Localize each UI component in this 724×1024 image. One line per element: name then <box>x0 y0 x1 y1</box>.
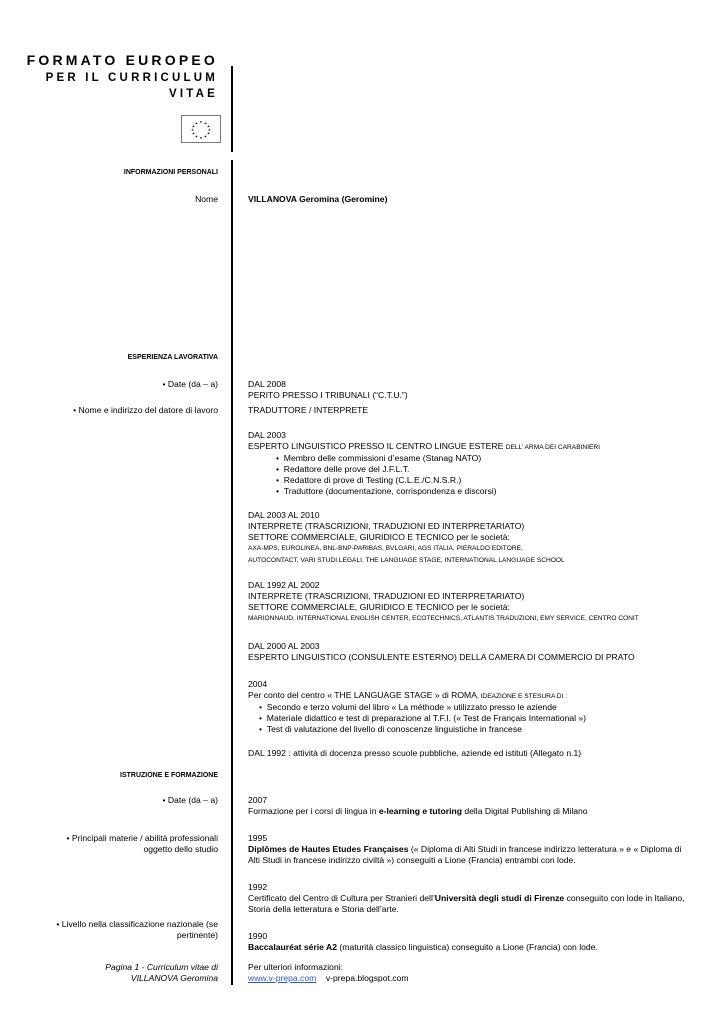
section-work-experience: ESPERIENZA LAVORATIVA <box>127 354 218 361</box>
experience-entry-6: 2004 Per conto del centro « THE LANGUAGE STAGE » di ROMA, IDEAZIONE E STESURA DI : • Secondo e terzo volumi del libro « La méthode » utilizzato presso le aziende • Materiale didattico e test di preparazione al T.F.I. (« Test de Français International ») • Test di valutazione del livello di conoscenze linguistiche in francese <box>248 679 586 735</box>
experience-entry-2: DAL 2003 ESPERTO LINGUISTICO PRESSO IL CENTRO LINGUE ESTERE DELL’ ARMA DEI CARABINIERI • Membro delle commissioni d’esame (Stanag NATO) • Redattore delle prove del J.F.L.T. • Redattore di prove di Testing (C.L.E./C.N.S.R.) • Traduttore (documentazione, corrispondenza e discorsi) <box>248 430 600 497</box>
svg-text:★: ★ <box>194 121 199 126</box>
svg-text:★: ★ <box>207 128 212 132</box>
experience-entry-4: DAL 1992 AL 2002 INTERPRETE (TRASCRIZIONI, TRADUZIONI ED INTERPRETARIATO) SETTORE COMMERCIALE, GIURIDICO E TECNICO per le società: MARIONNAUD, INTERNATIONAL ENGLISH CENTER, ECOTECHNICS, ATLANTIS TRADUZIONI, EMY SERVICE, CENTRO CONIT <box>248 580 639 622</box>
education-entry-1: 2007 Formazione per i corsi di lingua in e-learning e tutoring della Digital Publishing di Milano <box>248 795 588 816</box>
experience-entry-5: DAL 2000 AL 2003 ESPERTO LINGUISTICO (CONSULENTE ESTERNO) DELLA CAMERA DI COMMERCIO DI PRATO <box>248 641 635 662</box>
experience-entry-3: DAL 2003 AL 2010 INTERPRETE (TRASCRIZIONI, TRADUZIONI ED INTERPRETARIATO) SETTORE COMMERCIALE, GIURIDICO E TECNICO per le società: AXA-MPS, EUROLINEA, BNL-BNP-PARIBAS, BVLGARI, AGS ITALIA, PIERALDO EDITORE, AUTOCONTACT, VARI STUDI LEGALI, THE LANGUAGE STAGE, INTERNATIONAL LANGUAGE SCHOOL <box>248 510 565 564</box>
education-entry-2: 1995 Diplômes de Hautes Etudes Françaises (« Diploma di Alti Studi in francese indirizzo letteratura » e « Diploma di Alti Studi in francese indirizzo civiltà ») conseguiti a Lione (Francia) entrambi con lode. <box>248 833 682 865</box>
name-value: VILLANOVA Geromina (Geromine) <box>248 194 388 204</box>
list-item: • Secondo e terzo volumi del libro « La méthode » utilizzato presso le aziende <box>259 702 586 713</box>
employer-label: • Nome e indirizzo del datore di lavoro <box>73 405 218 415</box>
vertical-rule-top <box>231 66 233 152</box>
blog-address: v-prepa.blogspot.com <box>325 973 409 983</box>
section-personal-info: INFORMAZIONI PERSONALI <box>123 169 218 176</box>
svg-text:★: ★ <box>206 124 211 129</box>
svg-text:★: ★ <box>206 131 211 136</box>
list-item: • Materiale didattico e test di preparazione al T.F.I. (« Test de Français International ») <box>259 713 586 724</box>
page-footer-label: Pagina 1 - Curriculum vitae di VILLANOVA Geromina <box>105 962 218 983</box>
svg-text:★: ★ <box>194 134 199 139</box>
experience-entry-7: DAL 1992 : attività di docenza presso scuole pubbliche, aziende ed istituti (Allegato n.1) <box>248 748 582 758</box>
title-line-3: VITAE <box>168 88 218 100</box>
education-entry-3: 1992 Certificato del Centro di Cultura per Stranieri dell’Università degli studi di Firenze conseguito con lode in Italiano, Storia della letteratura e Storia dell’arte. <box>248 882 685 914</box>
website-link[interactable]: www.v-prepa.com <box>248 973 317 983</box>
footer-info: Per ulteriori informazioni: www.v-prepa.com v-prepa.blogspot.com <box>248 962 409 983</box>
list-item: • Membro delle commissioni d’esame (Stanag NATO) <box>276 453 600 464</box>
cv-title <box>27 52 218 102</box>
svg-text:★: ★ <box>190 128 195 132</box>
experience-entry-1: DAL 2008 PERITO PRESSO I TRIBUNALI (“C.T.U.”) TRADUTTORE / INTERPRETE <box>248 379 408 415</box>
title-line-2: PER IL CURRICULUM <box>45 72 218 84</box>
vertical-rule-main <box>231 160 233 985</box>
svg-text:★: ★ <box>191 124 196 129</box>
eu-stars-icon <box>182 116 220 142</box>
section-education: ISTRUZIONE E FORMAZIONE <box>120 772 218 779</box>
list-item: • Traduttore (documentazione, corrispondenza e discorsi) <box>276 486 600 497</box>
level-label: • Livello nella classificazione nazionale (se pertinente) <box>56 919 218 940</box>
list-item: • Redattore di prove di Testing (C.L.E./C.N.S.R.) <box>276 475 600 486</box>
svg-text:★: ★ <box>203 121 208 126</box>
education-date-label: • Date (da – a) <box>162 795 218 805</box>
svg-text:★: ★ <box>199 135 203 140</box>
list-item: • Test di valutazione del livello di conoscenze linguistiche in francese <box>259 724 586 735</box>
date-label: • Date (da – a) <box>162 379 218 389</box>
svg-text:★: ★ <box>203 134 208 139</box>
education-entry-4: 1990 Baccalauréat série A2 (maturità classico linguistica) conseguito a Lione (Francia) con lode. <box>248 931 598 952</box>
bullet-list <box>259 702 586 735</box>
svg-text:★: ★ <box>191 131 196 136</box>
list-item: • Redattore delle prove del J.F.L.T. <box>276 464 600 475</box>
name-label: Nome <box>195 194 218 204</box>
svg-text:★: ★ <box>199 120 203 124</box>
bullet-list <box>276 453 600 497</box>
subjects-label: • Principali materie / abilità professionali oggetto dello studio <box>66 833 218 854</box>
title-line-1: FORMATO EUROPEO <box>26 52 218 68</box>
eu-flag-logo <box>181 115 221 143</box>
